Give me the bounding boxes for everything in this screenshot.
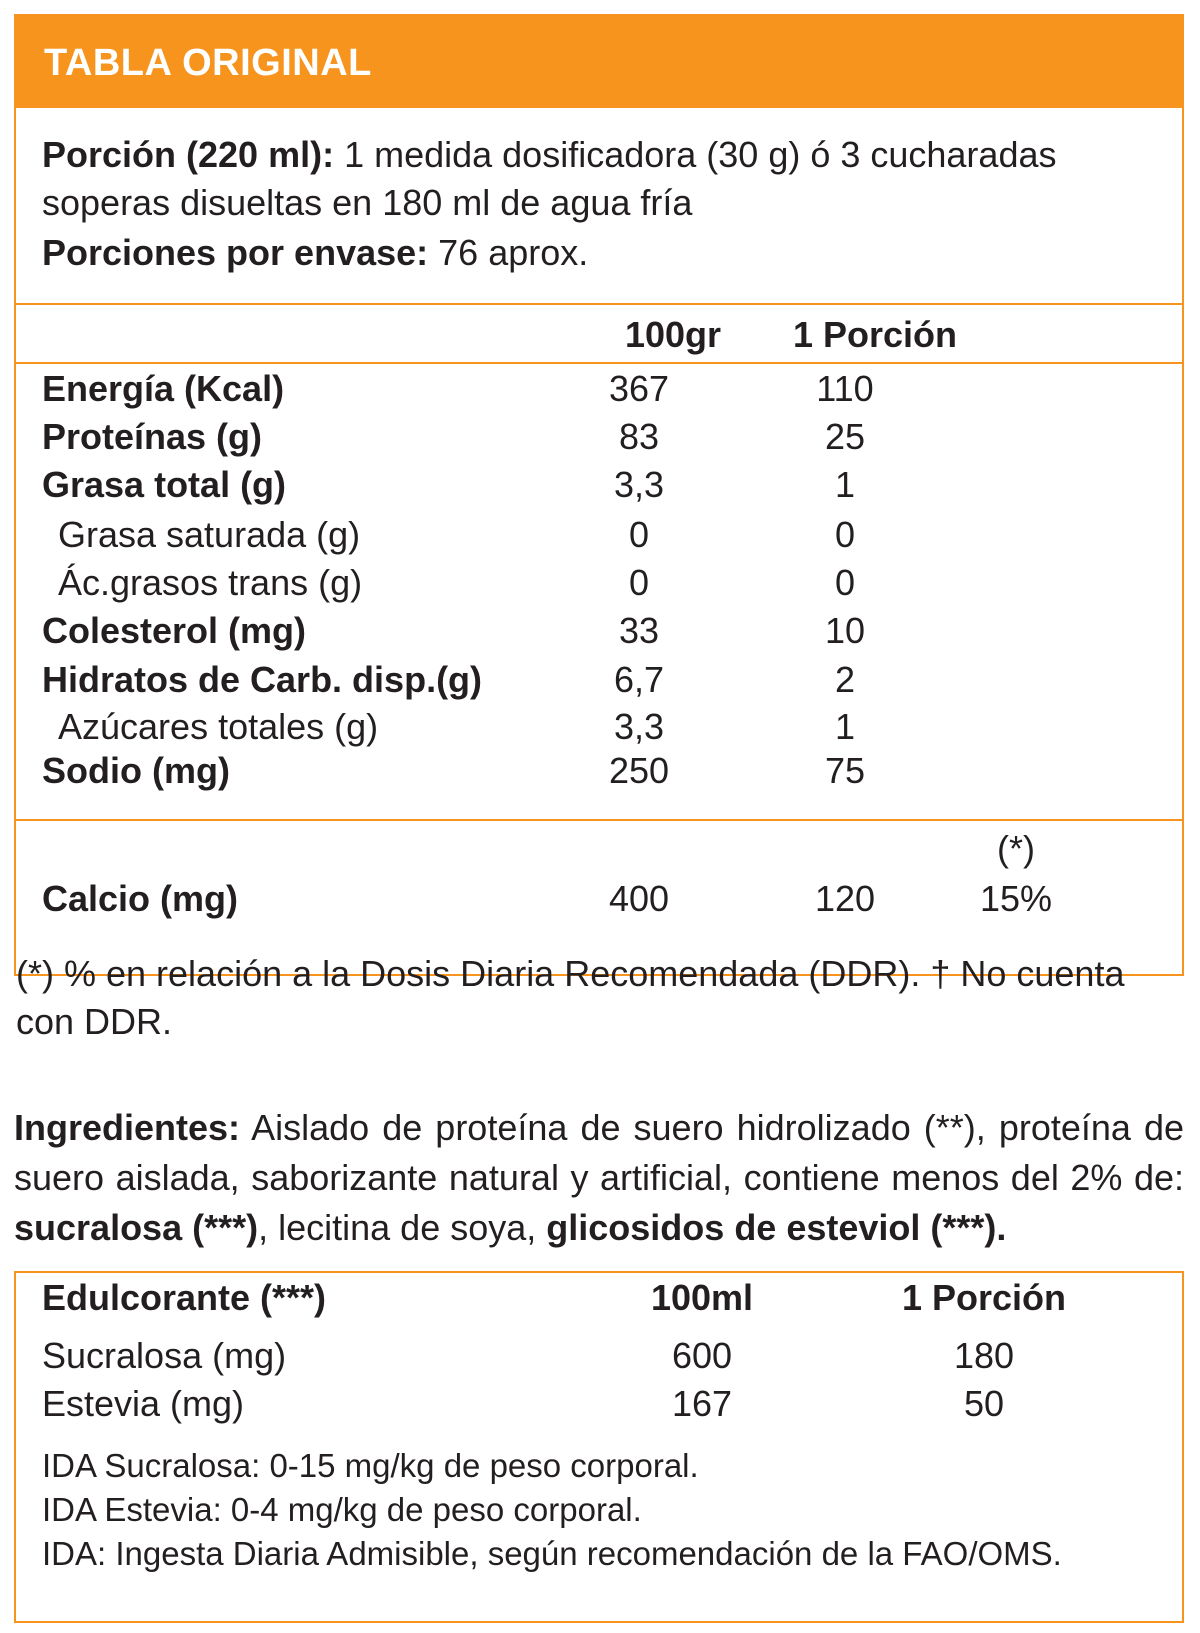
nutrient-per-portion: 110 bbox=[816, 368, 874, 409]
divider bbox=[16, 819, 1182, 821]
nutrient-per-portion: 25 bbox=[824, 416, 866, 457]
nutrient-label: Proteínas (g) bbox=[42, 416, 263, 457]
nutrient-per100: 0 bbox=[628, 562, 650, 603]
sweetener-col-portion: 1 Porción bbox=[901, 1277, 1067, 1318]
calcium-per-portion: 120 bbox=[814, 878, 876, 919]
nutrient-label: Sodio (mg) bbox=[42, 750, 230, 791]
portion-label: Porción (220 ml): bbox=[42, 134, 335, 175]
column-header-100gr: 100gr bbox=[624, 314, 722, 355]
servings-per-pack bbox=[42, 232, 588, 274]
nutrition-table bbox=[14, 14, 1184, 976]
ingredients-label: Ingredientes: bbox=[14, 1107, 241, 1148]
divider bbox=[16, 303, 1182, 305]
nutrient-per-portion: 1 bbox=[834, 464, 856, 505]
serving-line-2: soperas disueltas en 180 ml de agua fría bbox=[42, 182, 693, 223]
nutrient-per100: 83 bbox=[618, 416, 660, 457]
sweetener-row-per-portion: 50 bbox=[963, 1383, 1005, 1424]
portion-text: 1 medida dosificadora (30 g) ó 3 cucharadas bbox=[334, 134, 1057, 175]
nutrient-per100: 0 bbox=[628, 514, 650, 555]
calcium-label: Calcio (mg) bbox=[42, 878, 239, 919]
ingredients-text: Aislado de proteína de suero hidrolizado (**), proteína de suero aislada, saborizante natural y artificial, contiene menos del 2% de: bbox=[14, 1107, 1184, 1198]
nutrient-per-portion: 0 bbox=[834, 562, 856, 603]
calcium-per100: 400 bbox=[608, 878, 670, 919]
ddr-mark: (*) bbox=[997, 828, 1035, 869]
column-header-portion: 1 Porción bbox=[792, 314, 958, 355]
sweetener-header: Edulcorante (***) bbox=[42, 1277, 327, 1318]
nutrient-per100: 250 bbox=[608, 750, 670, 791]
table-title: TABLA ORIGINAL bbox=[44, 42, 372, 84]
ingredients-sucralose: sucralosa (***) bbox=[14, 1207, 259, 1248]
sweetener-row-per-portion: 180 bbox=[953, 1335, 1015, 1376]
nutrient-label: Energía (Kcal) bbox=[42, 368, 285, 409]
ingredients-steviol: glicosidos de esteviol (***). bbox=[546, 1207, 1007, 1248]
ingredients-text-2: , lecitina de soya, bbox=[258, 1207, 547, 1248]
footnote-line-1: (*) % en relación a la Dosis Diaria Recomendada (DDR). † No cuenta bbox=[16, 953, 1125, 994]
nutrient-label: Azúcares totales (g) bbox=[58, 706, 379, 747]
ida-note: IDA Estevia: 0-4 mg/kg de peso corporal. bbox=[42, 1491, 642, 1528]
nutrient-per100: 33 bbox=[618, 610, 660, 651]
sweetener-table bbox=[14, 1271, 1184, 1623]
nutrient-per-portion: 75 bbox=[824, 750, 866, 791]
nutrient-label: Colesterol (mg) bbox=[42, 610, 307, 651]
sweetener-row-name: Sucralosa (mg) bbox=[42, 1335, 287, 1376]
serving-line-1 bbox=[42, 134, 1057, 176]
nutrient-label: Grasa total (g) bbox=[42, 464, 287, 505]
nutrient-per100: 3,3 bbox=[613, 706, 665, 747]
nutrient-per100: 367 bbox=[608, 368, 670, 409]
sweetener-col-100ml: 100ml bbox=[650, 1277, 754, 1318]
servings-per-pack-label: Porciones por envase: bbox=[42, 232, 429, 273]
footnote-line-2: con DDR. bbox=[16, 1001, 173, 1042]
nutrient-per-portion: 0 bbox=[834, 514, 856, 555]
sweetener-row-name: Estevia (mg) bbox=[42, 1383, 245, 1424]
ingredients-paragraph bbox=[14, 1103, 1184, 1253]
table-header-bar bbox=[16, 16, 1182, 108]
servings-per-pack-value: 76 aprox. bbox=[428, 232, 589, 273]
nutrient-label: Hidratos de Carb. disp.(g) bbox=[42, 659, 483, 700]
nutrient-per-portion: 1 bbox=[834, 706, 856, 747]
nutrient-label: Grasa saturada (g) bbox=[58, 514, 361, 555]
nutrient-per-portion: 10 bbox=[824, 610, 866, 651]
nutrient-per100: 3,3 bbox=[613, 464, 665, 505]
ida-note: IDA Sucralosa: 0-15 mg/kg de peso corporal. bbox=[42, 1447, 699, 1484]
nutrient-label: Ác.grasos trans (g) bbox=[58, 562, 363, 603]
calcium-ddr: 15% bbox=[979, 878, 1053, 919]
sweetener-row-per100: 167 bbox=[671, 1383, 733, 1424]
nutrient-per-portion: 2 bbox=[834, 659, 856, 700]
nutrient-per100: 6,7 bbox=[613, 659, 665, 700]
ida-note: IDA: Ingesta Diaria Admisible, según recomendación de la FAO/OMS. bbox=[42, 1535, 1062, 1572]
sweetener-row-per100: 600 bbox=[671, 1335, 733, 1376]
divider bbox=[16, 362, 1182, 364]
